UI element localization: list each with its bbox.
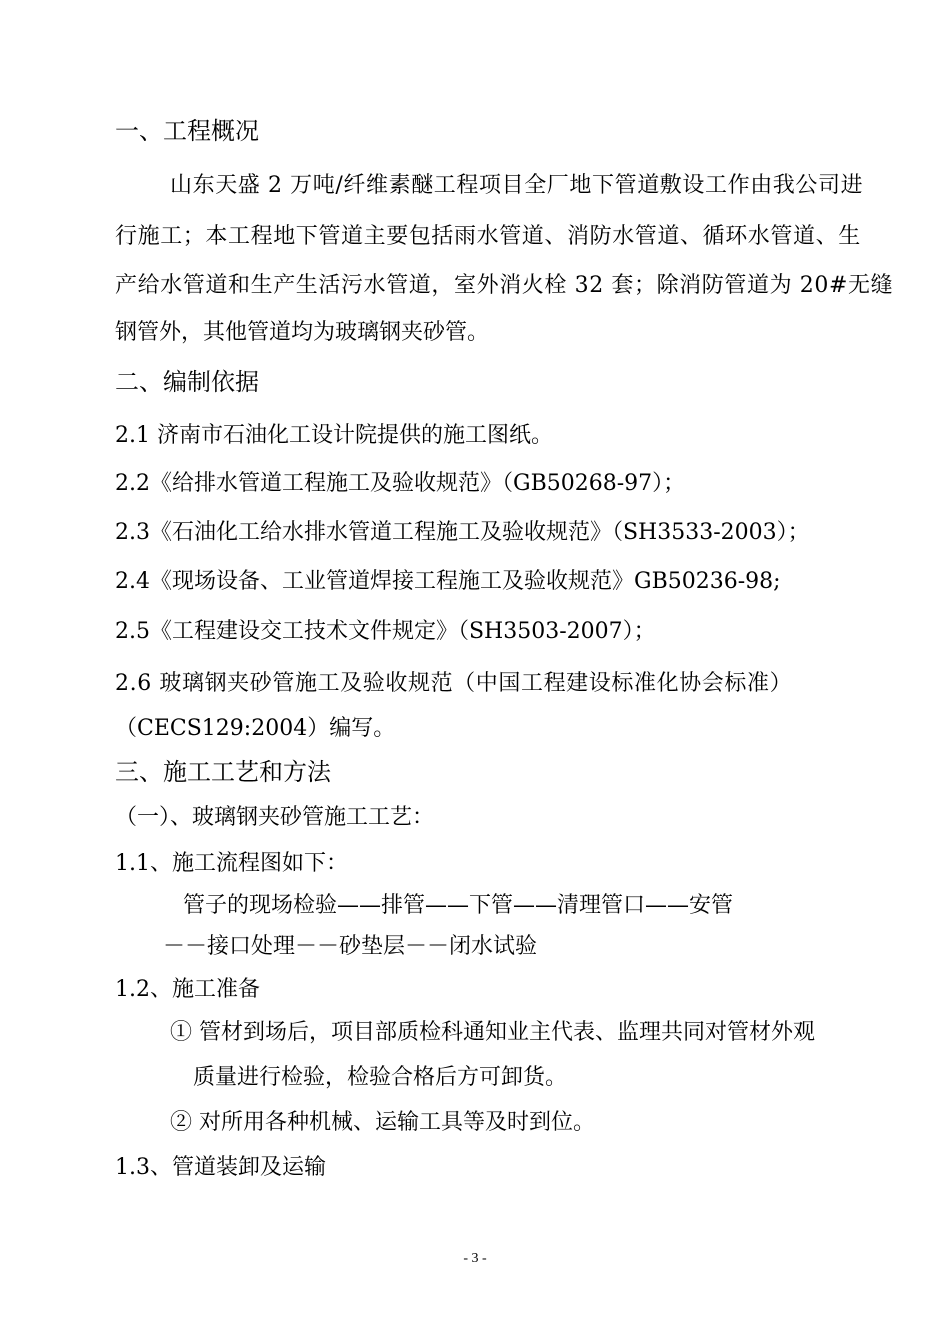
item-1-2-title: 1.2、施工准备 — [115, 977, 260, 1002]
item-1-3-title: 1.3、管道装卸及运输 — [115, 1155, 326, 1180]
prep-item: ② 对所用各种机械、运输工具等及时到位。 — [170, 1110, 595, 1135]
flow-line: －－接口处理－－砂垫层－－闭水试验 — [163, 934, 538, 959]
page-number: - 3 - — [463, 1251, 487, 1266]
section-2-heading: 二、编制依据 — [115, 368, 259, 396]
section-1-heading: 一、工程概况 — [115, 117, 259, 145]
reference-item: 2.2《给排水管道工程施工及验收规范》（GB50268-97）； — [115, 471, 686, 496]
flow-line: 管子的现场检验——排管——下管——清理管口——安管 — [183, 893, 734, 918]
reference-item: 2.1 济南市石油化工设计院提供的施工图纸。 — [115, 423, 553, 448]
paragraph-line: 行施工；本工程地下管道主要包括雨水管道、消防水管道、循环水管道、生 — [115, 224, 861, 249]
paragraph-line: 钢管外，其他管道均为玻璃钢夹砂管。 — [115, 320, 490, 345]
prep-item-continuation: 质量进行检验，检验合格后方可卸货。 — [193, 1065, 568, 1090]
reference-item: 2.4《现场设备、工业管道焊接工程施工及验收规范》GB50236-98; — [115, 569, 781, 594]
section-3-heading: 三、施工工艺和方法 — [115, 758, 331, 786]
subsection-heading: （一）、玻璃钢夹砂管施工工艺： — [115, 805, 435, 830]
reference-item-continuation: （CECS129:2004）编写。 — [115, 716, 396, 741]
paragraph-line: 产给水管道和生产生活污水管道，室外消火栓 32 套；除消防管道为 20#无缝 — [115, 273, 894, 298]
reference-item: 2.5《工程建设交工技术文件规定》（SH3503-2007）； — [115, 619, 656, 644]
item-1-1-title: 1.1、施工流程图如下： — [115, 851, 348, 876]
prep-item: ① 管材到场后，项目部质检科通知业主代表、监理共同对管材外观 — [170, 1020, 815, 1045]
paragraph-line: 山东天盛 2 万吨/纤维素醚工程项目全厂地下管道敷设工作由我公司进 — [170, 173, 864, 198]
reference-item: 2.6 玻璃钢夹砂管施工及验收规范（中国工程建设标准化协会标准） — [115, 671, 793, 696]
reference-item: 2.3《石油化工给水排水管道工程施工及验收规范》（SH3533-2003）； — [115, 520, 810, 545]
